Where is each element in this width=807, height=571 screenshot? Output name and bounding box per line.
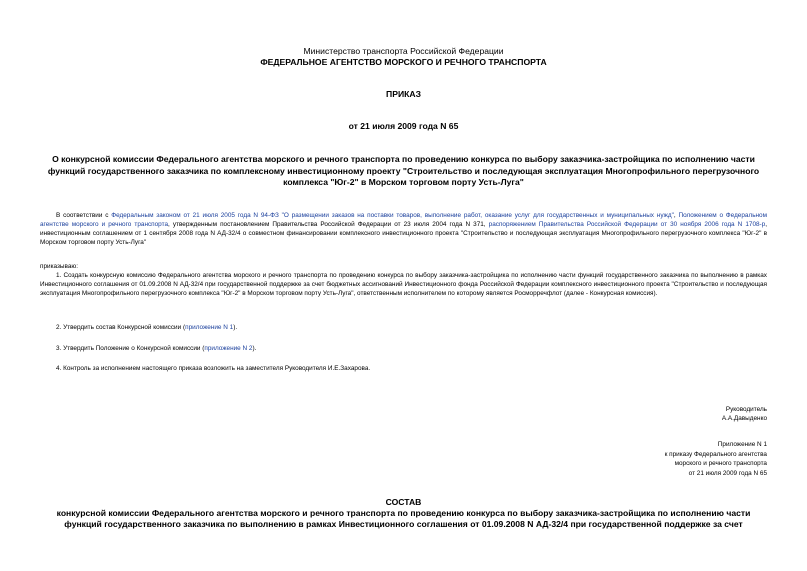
- appendix-header: [665, 440, 767, 478]
- preamble-text-4: , инвестиционным соглашением от 1 сентября 2008 года N АД-32/4 о совместном финансировании комплексного инвестиционного проекта "Строительство и последующая эксплуатация Многопрофильного перегрузочного комплекса "Юг-2" в Морском торговом порту Усть-Луга": [40, 221, 768, 246]
- ministry-name: Министерство транспорта Российской Федерации: [303, 46, 504, 56]
- appendix-line-1: Приложение N 1: [717, 441, 767, 448]
- appendix-line-4: от 21 июля 2009 года N 65: [688, 469, 767, 477]
- order-word: приказываю:: [40, 263, 78, 270]
- appendix-line-3: морского и речного транспорта: [674, 460, 767, 467]
- document-title: О конкурсной комиссии Федерального агентства морского и речного транспорта по проведению конкурса по выбору заказчика-застройщика по исполнению части функций государственного заказчика по комплексному инвестиционному проекту "Строительство и последующая эксплуатация Многопрофильного перегрузочного комплекса "Юг-2" в Морском торговом порту Усть-Луга": [47, 154, 760, 187]
- preamble-text-2: ,: [673, 212, 679, 219]
- signature-block: [722, 405, 767, 423]
- document-date: от 21 июля 2009 года N 65: [348, 121, 459, 131]
- item-3: [40, 344, 767, 353]
- appendix-line-2: к приказу Федерального агентства: [664, 450, 767, 458]
- sostav-heading: СОСТАВ: [385, 497, 422, 507]
- item-3-end: ).: [252, 345, 257, 352]
- document-type: ПРИКАЗ: [386, 89, 421, 99]
- sostav-title: конкурсной комиссии Федерального агентства морского и речного транспорта по проведению конкурса по выбору заказчика-застройщика по исполнению части функций государственного заказчика по выполнению в рамках Инвестиционного соглашения от 01.09.2008 N АД-32/4 при государственной поддержке за счет: [56, 508, 751, 529]
- government-order-link[interactable]: распоряжением Правительства Российской Федерации от 30 ноября 2006 года N 1708-р: [488, 221, 766, 228]
- preamble-paragraph: [40, 211, 767, 247]
- preamble-text-3: , утвержденным постановлением Правительства Российской Федерации от 23 июля 2004 года N 371,: [168, 221, 489, 228]
- preamble-text-1: В соответствии с: [56, 212, 112, 219]
- signature-name: А.А.Давыденко: [721, 415, 767, 422]
- signature-role: Руководитель: [725, 406, 767, 413]
- federal-law-link[interactable]: Федеральным законом от 21 июля 2005 года N 94-ФЗ "О размещении заказов на поставки товаров, выполнение работ, оказание услуг для государственных и муниципальных нужд": [111, 212, 674, 219]
- item-3-text: 3. Утвердить Положение о Конкурсной комиссии (: [56, 345, 205, 352]
- item-4: 4. Контроль за исполнением настоящего приказа возложить на заместителя Руководителя И.Е.Захарова.: [56, 365, 371, 372]
- item-2-end: ).: [233, 324, 238, 331]
- appendix-1-link[interactable]: приложение N 1: [185, 324, 234, 331]
- item-2-text: 2. Утвердить состав Конкурсной комиссии (: [56, 324, 186, 331]
- item-2: [40, 323, 767, 332]
- appendix-2-link[interactable]: приложение N 2: [204, 345, 253, 352]
- agency-regulation-link[interactable]: Положением о Федеральном агентстве морского и речного транспорта: [40, 212, 768, 228]
- item-1: 1. Создать конкурсную комиссию Федерального агентства морского и речного транспорта по проведению конкурса по выбору заказчика-застройщика по исполнению части функций государственного заказчика по выполнению в рамках Инвестиционного соглашения от 01.09.2008 N АД-32/4 при государственной поддержке за счет бюджетных ассигнований Инвестиционного фонда Российской Федерации комплексного инвестиционного проекта "Строительство и последующая эксплуатация Многопрофильного перегрузочного комплекса "Юг-2" в Морском торговом порту Усть-Луга", ответственным исполнителем по которому является Росморречфлот (далее - Конкурсная комиссия).: [40, 272, 767, 297]
- agency-name: ФЕДЕРАЛЬНОЕ АГЕНТСТВО МОРСКОГО И РЕЧНОГО ТРАНСПОРТА: [260, 57, 547, 67]
